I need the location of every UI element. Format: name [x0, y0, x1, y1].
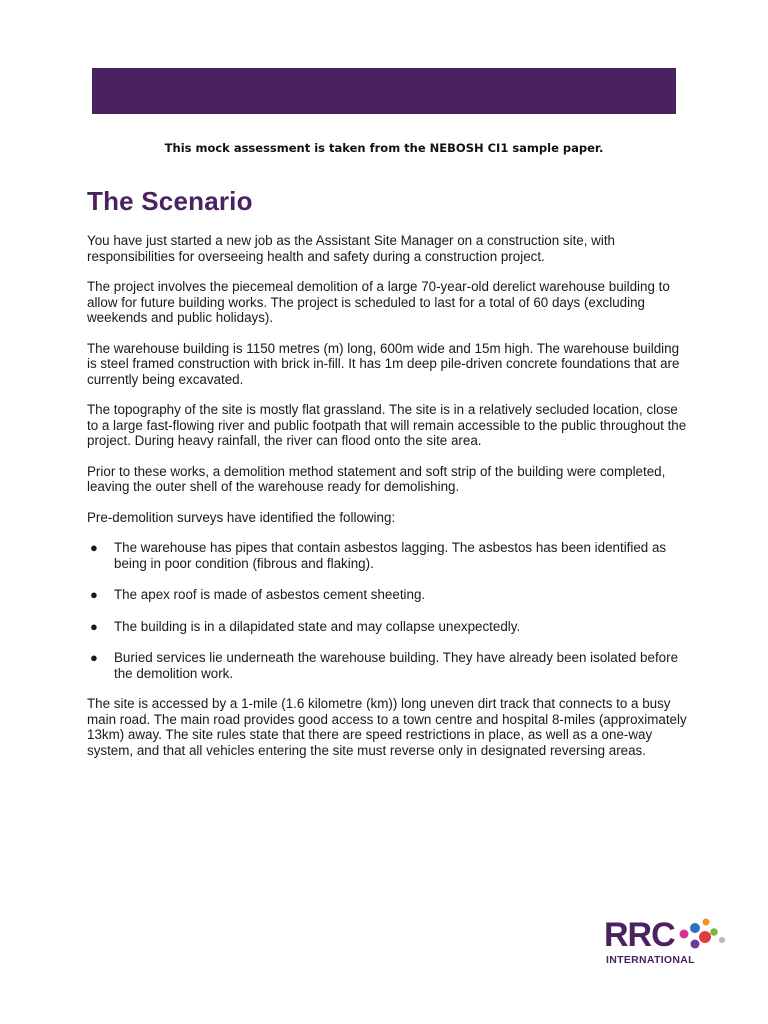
list-item — [87, 619, 687, 635]
paragraph-surveys-intro: Pre-demolition surveys have identified the following: — [87, 509, 396, 525]
logo-dots-icon — [678, 918, 728, 954]
bullet-icon: ● — [90, 650, 98, 665]
logo-dot-blue — [690, 923, 700, 933]
logo-dot-grey — [719, 937, 725, 943]
logo-subtitle-text: INTERNATIONAL — [606, 954, 695, 966]
rrc-international-logo — [604, 918, 730, 970]
header-banner — [92, 68, 676, 114]
logo-dot-purple — [691, 940, 700, 949]
intro-note: This mock assessment is taken from the NEBOSH CI1 sample paper. — [164, 141, 604, 155]
list-item-text: The warehouse has pipes that contain asbestos lagging. The asbestos has been identified as being in poor condition (fibrous and flaking). — [114, 540, 667, 571]
logo-dot-pink — [680, 930, 689, 939]
list-item-text: The building is in a dilapidated state and may collapse unexpectedly. — [114, 618, 521, 634]
logo-dot-orange — [703, 919, 710, 926]
survey-findings-list — [87, 540, 687, 681]
scenario-body — [87, 233, 687, 773]
bullet-icon: ● — [90, 540, 98, 555]
paragraph-topography: The topography of the site is mostly flat grassland. The site is in a relatively secluded location, close to a large fast-flowing river and public footpath that will remain accessible to the public throughout the project. During heavy rainfall, the river can flood onto the site area. — [87, 402, 687, 448]
logo-dot-green — [710, 928, 718, 936]
list-item — [87, 540, 687, 571]
paragraph-building: The warehouse building is 1150 metres (m) long, 600m wide and 15m high. The warehouse building is steel framed construction with brick in-fill. It has 1m deep pile-driven concrete foundations that are currently being excavated. — [87, 340, 680, 387]
logo-brand-text: RRC — [604, 916, 675, 954]
paragraph-site-access: The site is accessed by a 1-mile (1.6 kilometre (km)) long uneven dirt track that connects to a busy main road. The main road provides good access to a town centre and hospital 8-miles (approximately 13km) away. The site rules state that there are speed restrictions in place, as well as a one-way system, and that all vehicles entering the site must reverse only in designated reversing areas. — [87, 696, 687, 758]
list-item — [87, 587, 687, 603]
logo-dot-red — [699, 931, 711, 943]
bullet-icon: ● — [90, 618, 98, 634]
paragraph-prior-works: Prior to these works, a demolition method statement and soft strip of the building were completed, leaving the outer shell of the warehouse ready for demolishing. — [87, 463, 666, 494]
paragraph-project: The project involves the piecemeal demolition of a large 70-year-old derelict warehouse building to allow for future building works. The project is scheduled to last for a total of 60 days (excluding weekends and public holidays). — [87, 279, 670, 325]
page-title: The Scenario — [87, 186, 253, 216]
bullet-icon: ● — [90, 587, 98, 602]
list-item-text: Buried services lie underneath the warehouse building. They have already been isolated before the demolition work. — [114, 650, 679, 681]
paragraph-role: You have just started a new job as the Assistant Site Manager on a construction site, with responsibilities for overseeing health and safety during a construction project. — [87, 233, 615, 264]
list-item — [87, 650, 687, 681]
list-item-text: The apex roof is made of asbestos cement sheeting. — [114, 587, 426, 602]
